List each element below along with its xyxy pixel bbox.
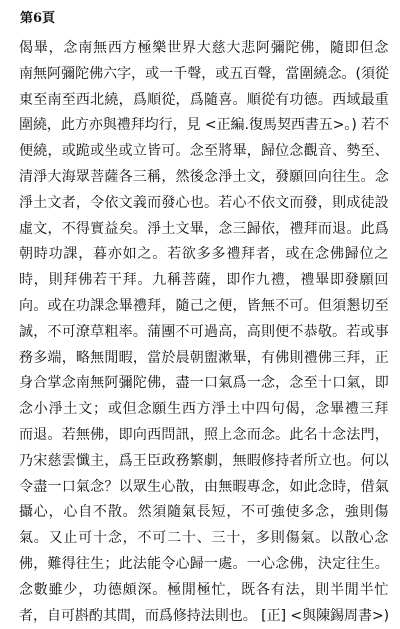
text-line: 念小淨土文；或但念願生西方淨土中四句偈，念畢禮三拜 xyxy=(19,401,389,418)
body-text xyxy=(19,36,389,629)
text-line: 務多端，略無閒暇，當於晨朝盥漱畢，有佛則禮佛三拜，正 xyxy=(19,349,389,366)
text-line: 佛，難得往生；此法能令心歸一處。一心念佛，決定往生。 xyxy=(19,555,389,572)
text-line: 而退。若無佛，即向西問訊，照上念而念。此名十念法門， xyxy=(19,426,389,443)
text-line: 身合掌念南無阿彌陀佛，盡一口氣爲一念，念至十口氣，即 xyxy=(19,375,389,392)
text-line: 便繞，或跪或坐或立皆可。念至將畢，歸位念觀音、勢至、 xyxy=(19,143,389,160)
text-line: 清淨大海眾菩薩各三稱，然後念淨土文，發願回向往生。念 xyxy=(19,168,389,185)
text-line: 乃宋慈雲懺主，爲王臣政務繁劇，無暇修持者所立也。何以 xyxy=(19,452,389,469)
text-line: 朝時功課，暮亦如之。若欲多多禮拜者，或在念佛歸位之 xyxy=(19,246,389,263)
text-line: 氣。又止可十念，不可二十、三十，多則傷氣。以散心念 xyxy=(19,530,389,547)
text-line: 誠，不可潦草粗率。蒲團不可過高，高則便不恭敬。若或事 xyxy=(19,323,389,340)
text-line: 東至南至西北繞，爲順從，爲隨喜。順從有功德。西域最重 xyxy=(19,91,389,108)
text-line: 攝心，心自不散。然須隨氣長短，不可強使多念，強則傷 xyxy=(19,504,389,521)
text-line: 時，則拜佛若干拜。九稱菩薩，即作九禮，禮畢即發願回 xyxy=(19,272,389,289)
text-line: 南無阿彌陀佛六字，或一千聲，或五百聲，當圍繞念。(須從 xyxy=(19,65,389,82)
text-line: 念數雖少，功德頗深。極閒極忙，既各有法，則半閒半忙 xyxy=(19,581,389,598)
text-line: 令盡一口氣念？以眾生心散，由無暇專念，如此念時，借氣 xyxy=(19,478,389,495)
text-line: 向。或在功課念畢禮拜，隨己之便，皆無不可。但須懇切至 xyxy=(19,297,389,314)
text-line: 淨土文者，令依文義而發心也。若心不依文而發，則成徒設 xyxy=(19,194,389,211)
text-line: 虛文，不得實益矣。淨土文畢，念三歸依，禮拜而退。此爲 xyxy=(19,220,389,237)
text-line: 圍繞，此方亦與禮拜均行，見 <正編.復馬契西書五>。) 若不 xyxy=(19,117,389,134)
text-line: 偈畢，念南無西方極樂世界大慈大悲阿彌陀佛，隨即但念 xyxy=(19,40,389,56)
text-line: 者，自可斟酌其間，而爲修持法則也。 [正] <與陳錫周書>) xyxy=(19,607,389,624)
page-number: 第6頁 xyxy=(20,11,56,26)
